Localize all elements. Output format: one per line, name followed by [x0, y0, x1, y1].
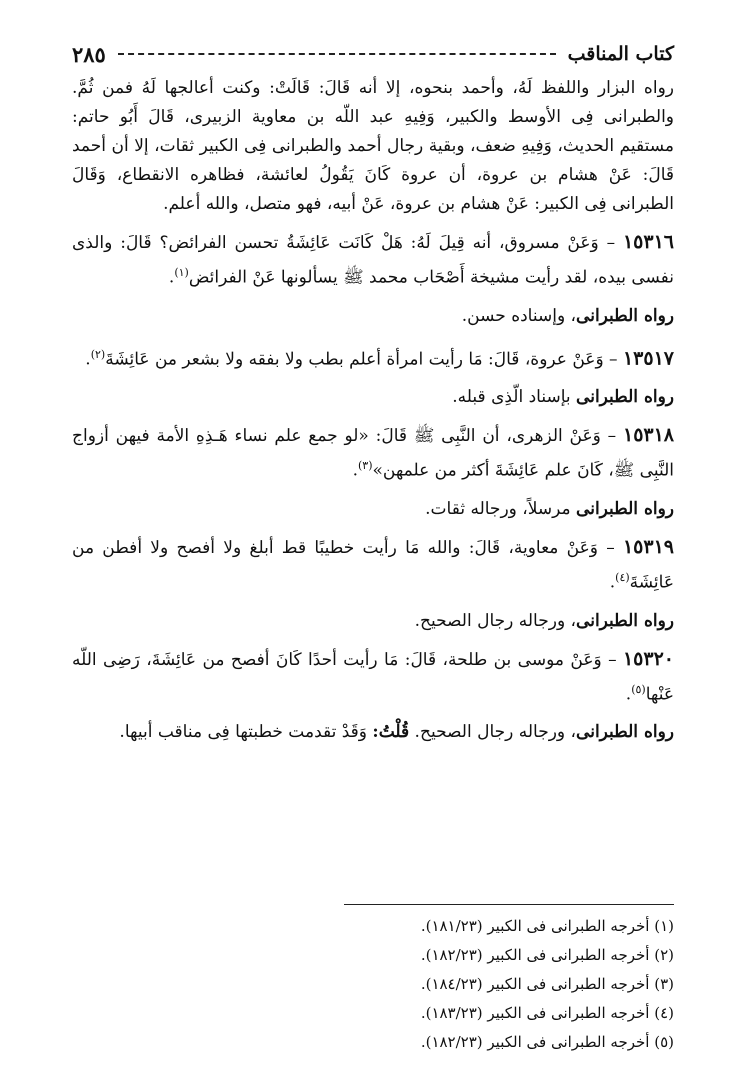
hadith-number: ١٥٣١٦	[622, 231, 674, 253]
source-note	[72, 607, 674, 636]
footnote-2: (٢) أخرجه الطبرانى فى الكبير (١٨٢/٢٣).	[420, 946, 674, 964]
commentary-paragraph	[72, 74, 674, 219]
source-note	[72, 718, 674, 747]
source-label: رواه الطبرانى	[576, 305, 674, 326]
source-label: رواه الطبرانى	[576, 722, 674, 743]
running-header	[72, 40, 674, 68]
source-note	[72, 383, 674, 412]
main-text	[72, 74, 674, 756]
source-text: ، ورجاله رجال الصحيح.	[414, 610, 577, 631]
author-remark-text: وَقَدْ تقدمت خطبتها فِى مناقب أبيها.	[119, 722, 373, 743]
hadith-number: ١٥٣٢٠	[622, 647, 674, 670]
footnote-marker: (٢)	[90, 347, 106, 361]
punctuation: .	[85, 349, 91, 370]
hadith-text: – وَعَنْ معاوية، قَالَ: والله مَا رأيت خطيبًا قط أبلغ ولا أفصح ولا أفطن من عَائِشَةَ	[72, 537, 674, 593]
hadith-number: ١٣٥١٧	[622, 347, 674, 370]
footnote-4: (٤) أخرجه الطبرانى فى الكبير (١٨٣/٢٣).	[420, 1004, 674, 1022]
footnote-marker: (٣)	[357, 459, 373, 473]
footnote-marker: (١)	[174, 266, 189, 279]
hadith-text: – وَعَنْ موسى بن طلحة، قَالَ: مَا رأيت أحدًا كَانَ أفصح من عَائِشَةَ، رَضِى اللّه عَنْها	[72, 649, 674, 705]
hadith-text: – وَعَنْ مسروق، أنه قِيلَ لَهُ: هَلْ كَانَت عَائِشَةُ تحسن الفرائض؟ قَالَ: والذى نفسى بيده، لقد رأيت مشيخة أَصْحَاب محمد ﷺ يسألونها عَنْ الفرائض	[72, 233, 674, 288]
punctuation: .	[168, 267, 175, 288]
paragraph-text: رواه البزار واللفظ لَهُ، وأحمد بنحوه، إلا أنه قَالَ: قَالَتْ: وكنت أعالجها لَهُ فمن ثُمَّ. والطبرانى فِى الأوسط والكبير، وَفِيهِ عبد اللّه بن معاوية الزبيرى، قَالَ أَبُو حاتم: مستقيم الحديث، وَفِيهِ ضعف، وبقية رجال أحمد والطبرانى فِى الكبير ثقات، إلا أن أحمد قَالَ: عَنْ هشام بن عروة، أن عروة كَانَ يَقُولُ لعائشة، فظاهره الانقطاع، وَقَالَ الطبرانى فِى الكبير: عَنْ هشام بن عروة، عَنْ أبيه، فهو متصل، والله أعلم.	[72, 78, 674, 214]
hadith-text: – وَعَنْ عروة، قَالَ: مَا رأيت امرأة أعلم بطب ولا بفقه ولا بشعر من عَائِشَةَ	[105, 349, 623, 370]
footnote-3: (٣) أخرجه الطبرانى فى الكبير (١٨٤/٢٣).	[420, 975, 674, 993]
hadith-15320	[72, 645, 674, 710]
source-text: مرسلاً، ورجاله ثقات.	[425, 498, 577, 519]
footnotes	[72, 912, 674, 1057]
hadith-number: ١٥٣١٨	[622, 424, 675, 447]
source-note	[72, 495, 674, 524]
source-label: رواه الطبرانى	[576, 387, 674, 408]
page-number: ٢٨٥	[72, 41, 106, 67]
punctuation: .	[352, 460, 358, 481]
hadith-15316	[72, 228, 674, 293]
footnote-separator	[344, 904, 674, 905]
footnote-5: (٥) أخرجه الطبرانى فى الكبير (١٨٢/٢٣).	[420, 1033, 674, 1051]
hadith-13517	[72, 340, 674, 375]
source-text: بإسناد الّذِى قبله.	[452, 387, 577, 408]
footnote-marker: (٥)	[631, 682, 646, 696]
punctuation: .	[609, 572, 616, 593]
hadith-number: ١٥٣١٩	[622, 535, 674, 558]
source-label: رواه الطبرانى	[576, 610, 674, 631]
author-remark-label: قُلْتُ:	[372, 722, 410, 743]
chapter-title: كتاب المناقب	[567, 43, 674, 65]
hadith-15318	[72, 421, 674, 486]
header-dashed-rule	[118, 53, 556, 55]
footnote-1: (١) أخرجه الطبرانى فى الكبير (١٨١/٢٣).	[420, 917, 674, 935]
hadith-text: – وَعَنْ الزهرى، أن النَّبِى ﷺ قَالَ: «لو جمع علم نساء هَـذِهِ الأمة فيهن أزواج النَّبِى ﷺ، كَانَ علم عَائِشَةَ أكثر من علمهن»	[72, 426, 674, 481]
hadith-15319	[72, 533, 674, 598]
punctuation: .	[625, 684, 632, 705]
source-text: ، وإسناده حسن.	[461, 305, 577, 326]
source-label: رواه الطبرانى	[576, 498, 674, 519]
source-note	[72, 302, 674, 331]
footnote-marker: (٤)	[615, 570, 630, 584]
source-text: ، ورجاله رجال الصحيح.	[409, 722, 577, 743]
